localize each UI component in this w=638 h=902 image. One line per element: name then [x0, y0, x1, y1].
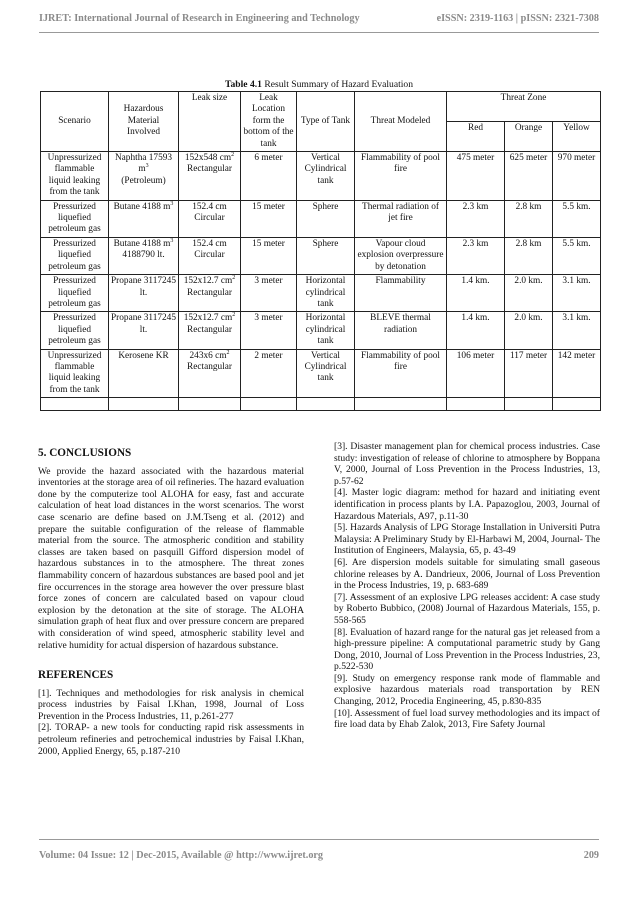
cell-scenario	[41, 312, 109, 349]
header-red: Red	[447, 122, 505, 152]
cell-material-material: Butane 4188 m	[113, 201, 171, 212]
cell-material-material: Naphtha 17593 m	[114, 153, 173, 175]
cell-scenario-scenario: Pressurized liquefied petroleum gas	[48, 238, 101, 272]
cell-red	[447, 237, 505, 274]
cell-material-material: Kerosene KR	[118, 350, 169, 361]
cell-red	[447, 152, 505, 201]
cell-leak-size-leak-size-2: Rectangular	[187, 324, 232, 335]
cell-tank	[297, 237, 355, 274]
conclusions-heading: 5. CONCLUSIONS	[38, 447, 132, 459]
cell-material	[109, 200, 179, 237]
cell-leak-size	[179, 237, 241, 274]
footer-rule	[39, 839, 599, 840]
empty-cell	[109, 398, 179, 411]
cell-scenario	[41, 200, 109, 237]
table-row	[41, 349, 601, 398]
cell-leak-size-leak-size-sup: 2	[232, 312, 236, 319]
cell-orange	[505, 349, 553, 398]
cell-scenario-scenario: Pressurized liquefied petroleum gas	[48, 313, 101, 347]
cell-leak-size-leak-size: 152x12.7 cm	[183, 276, 233, 287]
cell-material	[109, 152, 179, 201]
cell-leak-size	[179, 312, 241, 349]
cell-location	[241, 275, 297, 312]
references-heading: REFERENCES	[38, 669, 114, 682]
cell-yellow	[553, 275, 601, 312]
table-caption	[0, 79, 638, 90]
cell-yellow	[553, 237, 601, 274]
cell-leak-size	[179, 152, 241, 201]
cell-orange	[505, 152, 553, 201]
page-number: 209	[583, 850, 599, 861]
cell-red	[447, 349, 505, 398]
cell-leak-size-leak-size-2: Rectangular	[187, 361, 232, 372]
footer-volume: Volume: 04 Issue: 12 | Dec-2015, Available @ http://www.ijret.org	[39, 850, 324, 861]
cell-yellow-yellow: 5.5 km.	[562, 238, 591, 249]
cell-threat	[355, 275, 447, 312]
reference-item: [7]. Assessment of an explosive LPG releases accident: A case study by Roberto Bubbico, (2008) Journal of Hazardous Materials, 155, p. 558-565	[334, 591, 600, 626]
right-column	[334, 441, 600, 731]
cell-orange	[505, 275, 553, 312]
cell-threat-threat: Vapour cloud explosion overpressure by detonation	[357, 238, 444, 272]
empty-cell	[241, 398, 297, 411]
cell-threat	[355, 237, 447, 274]
cell-red-red: 2.3 km	[462, 238, 489, 249]
header-leak-location: Leak Location form the bottom of the tank	[241, 92, 297, 152]
cell-scenario-scenario: Pressurized liquefied petroleum gas	[48, 276, 101, 309]
cell-tank-tank: Sphere	[312, 201, 339, 212]
cell-scenario-scenario: Unpressurized flammable liquid leaking from the tank	[47, 350, 102, 395]
cell-yellow-yellow: 5.5 km.	[562, 201, 591, 212]
cell-material-material: Propane 3117245 lt.	[111, 276, 176, 298]
cell-orange-orange: 2.8 km	[515, 238, 542, 249]
cell-red-red: 1.4 km.	[461, 276, 490, 287]
reference-item: [2]. TORAP- a new tools for conducting rapid risk assessments in petroleum refineries and petrochemical industries by Faisal I.Khan, 2000, Applied Energy, 65, p.187-210	[38, 722, 304, 757]
cell-scenario	[41, 237, 109, 274]
cell-leak-size	[179, 200, 241, 237]
table-row	[41, 237, 601, 274]
cell-tank-tank: Horizontal cylindrical tank	[305, 313, 346, 347]
page-footer	[39, 850, 599, 861]
cell-location-location: 3 meter	[254, 276, 283, 287]
cell-material-material-2: (Petroleum)	[121, 175, 166, 186]
cell-red	[447, 200, 505, 237]
cell-orange	[505, 312, 553, 349]
reference-item: [10]. Assessment of fuel load survey methodologies and its impact of fire load data by Ehab Zalok, 2013, Fire Safety Journal	[334, 707, 600, 731]
cell-orange	[505, 200, 553, 237]
cell-scenario	[41, 152, 109, 201]
cell-tank	[297, 200, 355, 237]
cell-red	[447, 312, 505, 349]
cell-scenario	[41, 275, 109, 312]
cell-yellow	[553, 152, 601, 201]
cell-location	[241, 349, 297, 398]
cell-leak-size-leak-size: 243x6 cm	[189, 350, 227, 361]
cell-red-red: 106 meter	[456, 350, 495, 361]
cell-leak-size-leak-size-sup: 2	[232, 275, 236, 281]
cell-threat-threat: Flammability	[375, 276, 426, 287]
cell-scenario	[41, 349, 109, 398]
cell-tank	[297, 275, 355, 312]
empty-cell	[355, 398, 447, 411]
empty-cell	[41, 398, 109, 411]
cell-orange-orange: 117 meter	[509, 350, 548, 361]
cell-yellow-yellow: 3.1 km.	[562, 313, 591, 324]
cell-red	[447, 275, 505, 312]
cell-yellow	[553, 312, 601, 349]
cell-material	[109, 349, 179, 398]
cell-leak-size-leak-size: 152x548 cm	[184, 153, 232, 164]
cell-location-location: 2 meter	[254, 350, 283, 361]
cell-threat	[355, 349, 447, 398]
table-row-empty	[41, 398, 601, 411]
cell-threat	[355, 312, 447, 349]
page-header	[39, 13, 599, 24]
cell-yellow	[553, 349, 601, 398]
cell-location	[241, 152, 297, 201]
header-leak-size: Leak size	[179, 92, 241, 152]
cell-tank	[297, 312, 355, 349]
empty-cell	[179, 398, 241, 411]
cell-orange-orange: 2.0 km.	[514, 276, 543, 287]
cell-leak-size-leak-size: 152x12.7 cm	[183, 313, 233, 324]
cell-leak-size-leak-size: 152.4 cm Circular	[192, 201, 227, 224]
cell-yellow-yellow: 970 meter	[557, 153, 596, 164]
cell-orange	[505, 237, 553, 274]
cell-location-location: 3 meter	[254, 313, 283, 324]
table-caption-text: Result Summary of Hazard Evaluation	[261, 79, 414, 90]
cell-location	[241, 237, 297, 274]
cell-location-location: 6 meter	[254, 153, 283, 164]
cell-material-material-2: 4188790 lt.	[122, 250, 165, 261]
cell-threat-threat: Thermal radiation of jet fire	[362, 201, 439, 224]
cell-material-material: Butane 4188 m	[113, 238, 171, 249]
cell-material-material: Propane 3117245 lt.	[111, 313, 176, 335]
reference-item: [5]. Hazards Analysis of LPG Storage Installation in Universiti Putra Malaysia: A Preliminary Study by El-Harbawi M, 2004, Journal- The Institution of Engineers, Malaysia, 65, p. 43-49	[334, 522, 601, 557]
cell-leak-size-leak-size-sup: 2	[231, 151, 235, 158]
cell-orange-orange: 625 meter	[509, 153, 548, 164]
header-scenario: Scenario	[41, 92, 109, 152]
cell-threat-threat: Flammability of pool fire	[360, 350, 441, 372]
table-row	[41, 152, 601, 201]
cell-threat	[355, 200, 447, 237]
reference-item: [4]. Master logic diagram: method for hazard and initiating event identification in process plants by I.A. Papazoglou, 2003, Journal of Hazardous Materials, A97, p.11-30	[334, 487, 600, 522]
table-caption-label: Table 4.1	[224, 79, 262, 90]
reference-item: [8]. Evaluation of hazard range for the natural gas jet released from a high-pressure pipeline: A computational parametric study by Gang Dong, 2010, Journal of Loss Prevention in the Process Industries, 23, p.522-530	[334, 626, 600, 673]
cell-location	[241, 200, 297, 237]
empty-cell	[447, 398, 505, 411]
cell-leak-size-leak-size: 152.4 cm Circular	[192, 238, 227, 261]
table-row	[41, 312, 601, 349]
conclusions-body: We provide the hazard associated with the hazardous material inventories at the storage area of oil refineries. The hazard evaluation done by the computerize tool ALOHA for easy, fast and accurate calculation of heat load distances in the worst scenarios. The worst case scenario are define based on J.M.Tseng et al. (2012) and prepare the suitable configuration of the release of flammable material from the source. The atmospheric condition and stability classes are taken based on pasquill Gifford dispersion model of hazardous substances in to the atmosphere. The threat zones flammability concern of hazardous substances are based pool and jet fire occurrences in the storage area however the over pressure blast force zones of concern are calculated based on vapour cloud explosion by the detonation at the site of storage. The ALOHA simulation graph of heat flux and over pressure concern are prepared with consideration of wind speed, atmospheric stability level and relative humidity for actual dispersion of hazardous substance.	[38, 465, 304, 651]
cell-material-material-sup: 3	[170, 200, 174, 207]
table-row	[41, 200, 601, 237]
cell-red-red: 475 meter	[456, 153, 495, 164]
cell-tank-tank: Vertical Cylindrical tank	[304, 153, 347, 186]
cell-location-location: 15 meter	[252, 201, 285, 212]
cell-tank-tank: Horizontal cylindrical tank	[305, 276, 346, 309]
issn-text: eISSN: 2319-1163 | pISSN: 2321-7308	[436, 13, 599, 24]
header-yellow: Yellow	[553, 122, 601, 152]
header-material: Hazardous Material Involved	[109, 92, 179, 152]
cell-tank-tank: Vertical Cylindrical tank	[304, 350, 347, 384]
reference-item: [6]. Are dispersion models suitable for simulating small gaseous chlorine releases by A. Dandrieux, 2006, Journal of Loss Prevention in the Process Industries, 19, p. 683-689	[334, 556, 600, 592]
reference-item: [1]. Techniques and methodologies for risk analysis in chemical process industries by Faisal I.Khan, 1998, Journal of Loss Prevention in the Process Industries, 11, p.261-277	[38, 687, 304, 722]
cell-material-material-sup: 3	[170, 237, 174, 244]
cell-yellow	[553, 200, 601, 237]
cell-tank-tank: Sphere	[312, 238, 339, 249]
cell-yellow-yellow: 142 meter	[557, 350, 596, 361]
header-threat: Threat Modeled	[355, 92, 447, 152]
left-column	[38, 448, 304, 757]
cell-material	[109, 312, 179, 349]
table-row	[41, 275, 601, 312]
cell-leak-size-leak-size-sup: 2	[226, 349, 230, 356]
reference-item: [9]. Study on emergency response rank mode of flammable and explosive hazardous materials road transportation by REN Changing, 2012, Procedia Engineering, 45, p.830-835	[334, 672, 600, 708]
reference-item: [3]. Disaster management plan for chemical process industries. Case study: investigation of release of chlorine to atmosphere by Boppana V, 2000, Journal of Loss Prevention in the Process Industries, 13, p.57-62	[334, 441, 600, 487]
cell-leak-size	[179, 349, 241, 398]
cell-material	[109, 237, 179, 274]
cell-location	[241, 312, 297, 349]
header-tank: Type of Tank	[297, 92, 355, 152]
table-body	[41, 152, 601, 411]
cell-orange-orange: 2.8 km	[515, 201, 542, 212]
cell-red-red: 2.3 km	[462, 201, 489, 212]
empty-cell	[553, 398, 601, 411]
cell-red-red: 1.4 km.	[461, 313, 490, 324]
cell-material	[109, 275, 179, 312]
cell-material-material-sup: 3	[145, 163, 149, 170]
header-threat-zone: Threat Zone	[447, 92, 601, 122]
cell-scenario-scenario: Pressurized liquefied petroleum gas	[48, 201, 101, 235]
hazard-table	[40, 91, 601, 411]
cell-threat-threat: BLEVE thermal radiation	[370, 313, 431, 335]
cell-threat-threat: Flammability of pool fire	[360, 153, 441, 175]
journal-title: IJRET: International Journal of Research in Engineering and Technology	[39, 13, 360, 24]
cell-tank	[297, 152, 355, 201]
cell-location-location: 15 meter	[252, 238, 285, 249]
cell-orange-orange: 2.0 km.	[514, 313, 543, 324]
cell-yellow-yellow: 3.1 km.	[562, 276, 591, 287]
header-rule	[39, 32, 599, 33]
empty-cell	[505, 398, 553, 411]
cell-leak-size	[179, 275, 241, 312]
empty-cell	[297, 398, 355, 411]
cell-scenario-scenario: Unpressurized flammable liquid leaking from the tank	[47, 153, 102, 198]
cell-leak-size-leak-size-2: Rectangular	[187, 287, 232, 298]
cell-threat	[355, 152, 447, 201]
cell-tank	[297, 349, 355, 398]
cell-leak-size-leak-size-2: Rectangular	[187, 164, 232, 175]
header-orange: Orange	[505, 122, 553, 152]
